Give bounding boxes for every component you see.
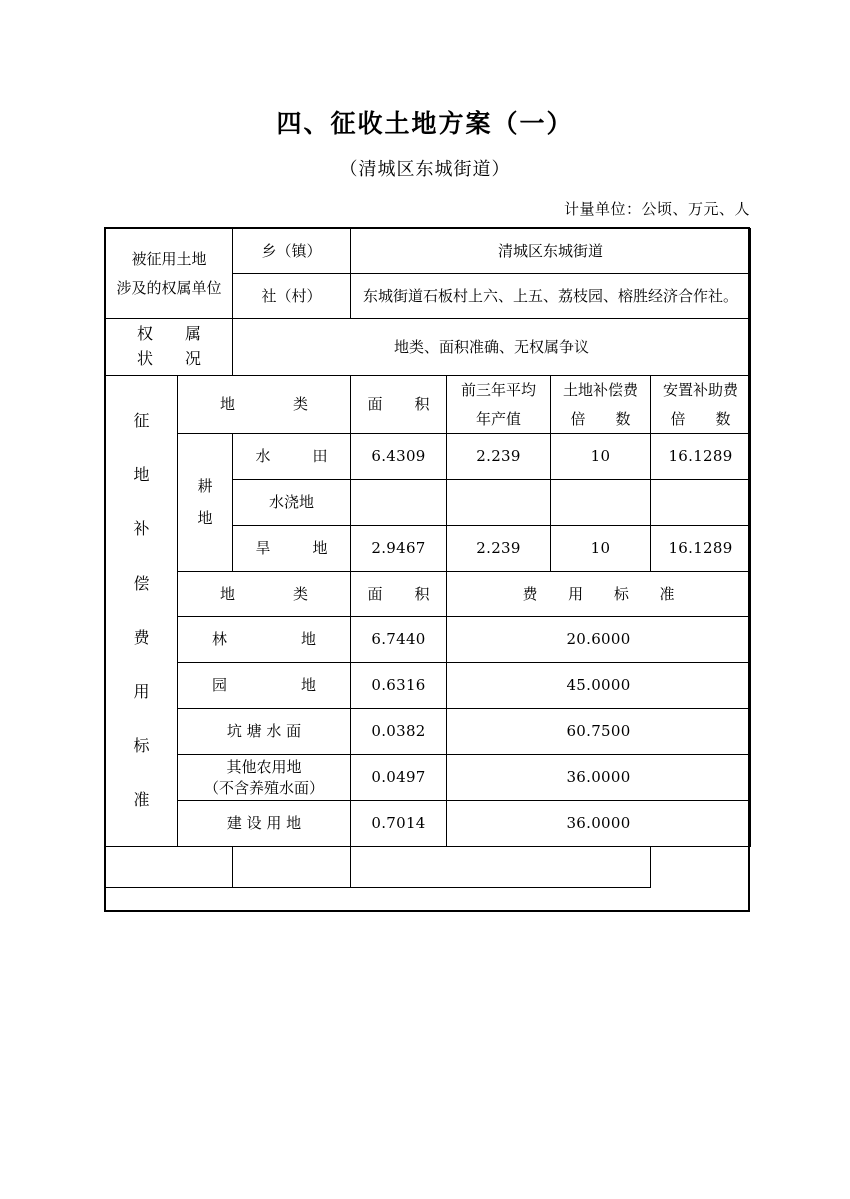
row-area-pond: 0.0382 <box>351 709 447 755</box>
affected-unit-label-line2: 涉及的权属单位 <box>116 278 222 297</box>
header-resettle-line1: 安置补助费 <box>663 381 739 399</box>
side-label-vertical-stack <box>106 376 177 846</box>
row-area-construction: 0.7014 <box>351 801 447 847</box>
row-fee-construction: 36.0000 <box>447 801 751 847</box>
header-fee-standard <box>447 572 751 617</box>
row-fee-blank <box>351 847 651 888</box>
page-subtitle: （清城区东城街道） <box>339 159 511 180</box>
cultivated-label-char-1: 地 <box>197 508 213 527</box>
row-name-forest <box>178 617 351 663</box>
table-row-other-agricultural-land <box>106 755 751 801</box>
header-avg-output-line2: 年产值 <box>476 409 522 428</box>
header-avg-output <box>447 376 551 434</box>
affected-unit-label-line1: 被征用土地 <box>131 250 207 268</box>
row-name-dryland-text: 旱 地 <box>255 539 328 558</box>
village-label-cell: 社（村） <box>233 274 351 319</box>
side-label-char-6: 标 <box>133 735 150 755</box>
page-title: 四、征收土地方案（一） <box>276 109 574 138</box>
row-name-construction <box>178 801 351 847</box>
row-avg-output-dryland: 2.239 <box>447 526 551 572</box>
header-land-comp-line1: 土地补偿费 <box>563 381 639 399</box>
ownership-label-line1: 权 属 <box>137 324 202 344</box>
row-name-forest-text: 林 地 <box>212 630 316 649</box>
row-name-other-agri-line2: （不含养殖水面） <box>204 778 325 797</box>
header-fee-standard-text: 费 用 标 准 <box>522 584 675 603</box>
header-avg-output-line1: 前三年平均 <box>461 381 537 399</box>
affected-unit-label-cell <box>106 229 233 319</box>
header-land-type-a-text: 地 类 <box>220 395 308 414</box>
header-resettle-line2: 倍 数 <box>670 409 731 428</box>
row-land-comp-dryland: 10 <box>551 526 651 572</box>
row-land-comp-paddy: 10 <box>551 434 651 480</box>
row-area-irrigated <box>351 480 447 526</box>
header-land-comp-line2: 倍 数 <box>570 409 631 428</box>
side-label-char-3: 偿 <box>133 573 150 593</box>
table-row-header-a <box>106 376 751 434</box>
row-name-garden-text: 园 地 <box>212 676 316 695</box>
row-name-paddy-text: 水 田 <box>255 447 328 466</box>
table-row-blank <box>106 847 751 888</box>
row-land-comp-irrigated <box>551 480 651 526</box>
cultivated-land-label-cell <box>178 434 233 572</box>
row-area-garden: 0.6316 <box>351 663 447 709</box>
row-name-pond <box>178 709 351 755</box>
row-name-other-agri <box>178 755 351 801</box>
row-avg-output-irrigated <box>447 480 551 526</box>
row-name-pond-text: 坑 塘 水 面 <box>226 722 302 741</box>
table-row-garden-land <box>106 663 751 709</box>
village-value-cell: 东城街道石板村上六、上五、荔枝园、榕胜经济合作社。 <box>351 274 751 319</box>
header-land-type-b <box>178 572 351 617</box>
measurement-unit-note: 计量单位：公顷、万元、人 <box>563 200 750 218</box>
row-fee-garden: 45.0000 <box>447 663 751 709</box>
table-row-construction-land <box>106 801 751 847</box>
row-avg-output-paddy: 2.239 <box>447 434 551 480</box>
side-label-char-5: 用 <box>133 681 150 701</box>
header-area-b-text: 面 积 <box>367 584 430 603</box>
row-resettle-dryland: 16.1289 <box>651 526 751 572</box>
row-area-dryland: 2.9467 <box>351 526 447 572</box>
header-land-type-a <box>178 376 351 434</box>
side-label-char-4: 费 <box>133 627 150 647</box>
side-label-char-7: 准 <box>133 789 150 809</box>
row-resettle-paddy: 16.1289 <box>651 434 751 480</box>
row-name-construction-text: 建 设 用 地 <box>226 814 302 833</box>
cultivated-label-char-0: 耕 <box>197 477 213 495</box>
table-row-paddy-field <box>106 434 751 480</box>
row-area-blank <box>233 847 351 888</box>
row-name-irrigated <box>233 480 351 526</box>
row-name-garden <box>178 663 351 709</box>
table-row-township <box>106 229 751 274</box>
township-label-cell: 乡（镇） <box>233 229 351 274</box>
row-resettle-irrigated <box>651 480 751 526</box>
ownership-status-value-cell: 地类、面积准确、无权属争议 <box>233 319 751 376</box>
header-area-a <box>351 376 447 434</box>
row-area-forest: 6.7440 <box>351 617 447 663</box>
ownership-status-label-cell <box>106 319 233 376</box>
header-land-type-b-text: 地 类 <box>220 584 308 603</box>
table-row-pond-surface <box>106 709 751 755</box>
row-name-dryland <box>233 526 351 572</box>
table-row-ownership-status <box>106 319 751 376</box>
row-name-paddy <box>233 434 351 480</box>
row-name-other-agri-line1: 其他农用地 <box>226 758 302 777</box>
side-label-char-2: 补 <box>133 519 150 539</box>
side-label-char-1: 地 <box>133 465 150 485</box>
table-row-header-b <box>106 572 751 617</box>
row-name-irrigated-text: 水浇地 <box>269 493 315 512</box>
side-label-char-0: 征 <box>133 411 150 431</box>
header-area-b <box>351 572 447 617</box>
row-fee-other-agri: 36.0000 <box>447 755 751 801</box>
header-area-a-text: 面 积 <box>367 395 430 414</box>
side-label-compensation-standard <box>106 376 178 847</box>
row-name-blank <box>106 847 233 888</box>
township-value-cell: 清城区东城街道 <box>351 229 751 274</box>
land-acquisition-table <box>105 228 751 888</box>
row-area-other-agri: 0.0497 <box>351 755 447 801</box>
land-acquisition-table-wrapper <box>105 228 750 888</box>
row-area-paddy: 6.4309 <box>351 434 447 480</box>
header-land-compensation <box>551 376 651 434</box>
ownership-label-line2: 状 况 <box>137 349 202 368</box>
table-row-forest-land <box>106 617 751 663</box>
row-fee-pond: 60.7500 <box>447 709 751 755</box>
header-resettlement-subsidy <box>651 376 751 434</box>
cultivated-land-vertical-stack <box>178 471 232 534</box>
row-fee-forest: 20.6000 <box>447 617 751 663</box>
